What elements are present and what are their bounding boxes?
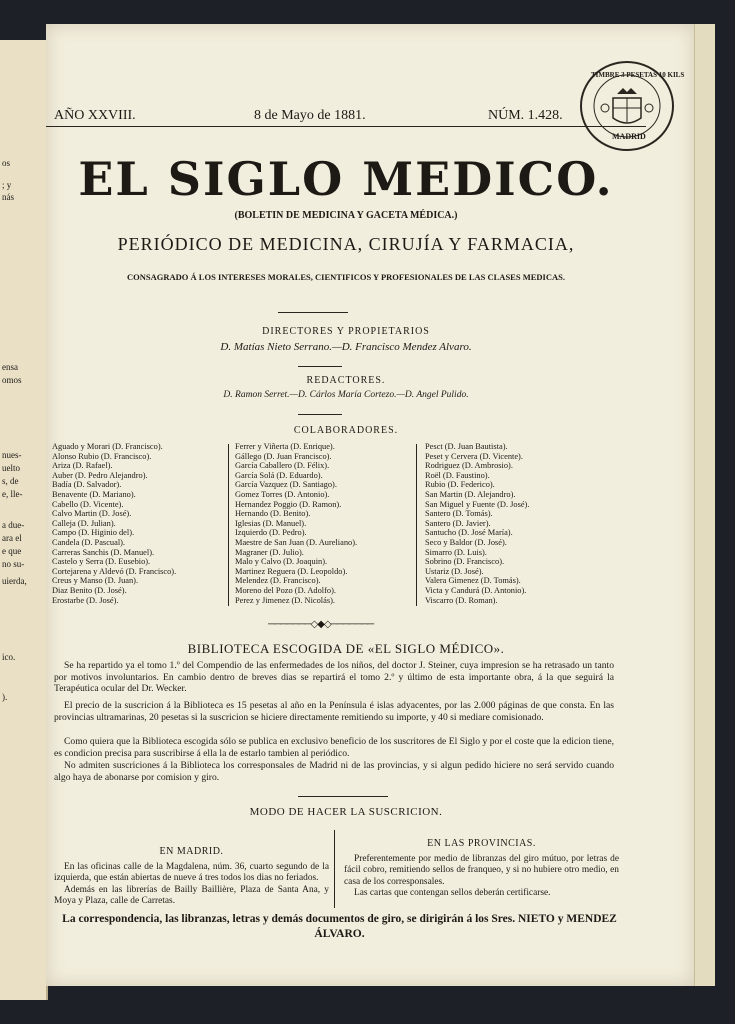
- collaborator: Badía (D. Salvador).: [52, 480, 122, 490]
- directors-names: D. Matías Nieto Serrano.—D. Francisco Mendez Alvaro.: [220, 341, 472, 353]
- collaborators-column-2: [235, 442, 357, 605]
- collaborator: Viscarro (D. Roman).: [425, 595, 498, 605]
- collaborator: Roël (D. Faustino).: [425, 470, 490, 480]
- issue-date: 8 de Mayo de 1881.: [254, 108, 366, 123]
- collaborator: Calvo Martin (D. José).: [52, 509, 132, 519]
- collaborator: Perez y Jimenez (D. Nicolás).: [235, 595, 335, 605]
- collaborator: Erostarbe (D. José).: [52, 595, 119, 605]
- left-fragment: ; y: [2, 180, 12, 190]
- dedication-line: CONSAGRADO Á LOS INTERESES MORALES, CIENTIFICOS Y PROFESIONALES DE LAS CLASES MEDICAS.: [127, 272, 565, 282]
- collaborator: Martinez Reguera (D. Leopoldo).: [235, 566, 348, 576]
- editors-heading: REDACTORES.: [306, 375, 386, 386]
- collaborator: García Solá (D. Eduardo).: [235, 470, 323, 480]
- left-fragment: nues-: [2, 450, 22, 460]
- collaborator: Pesct (D. Juan Bautista).: [425, 442, 508, 451]
- left-fragment: ).: [2, 692, 8, 702]
- left-fragment: os: [2, 158, 11, 168]
- collaborator: San Miguel y Fuente (D. José).: [425, 499, 530, 509]
- collaborator: Maestre de San Juan (D. Aureliano).: [235, 537, 358, 547]
- collaborator: Benavente (D. Mariano).: [52, 489, 136, 499]
- madrid-heading: EN MADRID.: [159, 846, 224, 857]
- left-fragment: ensa: [2, 362, 18, 372]
- collaborator: Santero (D. Tomás).: [425, 509, 493, 519]
- left-fragment: a due-: [2, 520, 25, 530]
- collaborators-column-1: [52, 442, 176, 605]
- collaborator: Gállego (D. Juan Francisco).: [235, 451, 332, 461]
- madrid-paragraph: Además en las librerías de Bailly Baillière, Plaza de Santa Ana, y Moya y Plaza, calle de Carretas.: [54, 884, 329, 907]
- collaborator: Alonso Rubio (D. Francisco).: [52, 451, 152, 461]
- collaborator: Ferrer y Viñerta (D. Enrique).: [235, 442, 335, 451]
- divider: [298, 414, 342, 415]
- collaborators-heading: COLABORADORES.: [293, 425, 399, 436]
- collaborator: Valera Gimenez (D. Tomás).: [425, 576, 521, 586]
- collaborator: Victa y Candurá (D. Antonio).: [425, 585, 527, 595]
- newspaper-page: [46, 24, 694, 986]
- left-fragment: uelto: [2, 463, 20, 473]
- madrid-column: [54, 846, 329, 908]
- collaborator: Candela (D. Pascual).: [52, 537, 126, 547]
- collaborator: García Vazquez (D. Santiago).: [235, 480, 337, 490]
- collaborator: Campo (D. Higinio del).: [52, 528, 135, 538]
- collaborator: Sobrino (D. Francisco).: [425, 557, 505, 567]
- editors-names: D. Ramon Serret.—D. Cárlos María Cortezo.—D. Angel Pulido.: [223, 390, 469, 400]
- left-facing-page: [0, 40, 48, 1000]
- provinces-paragraph: Preferentemente por medio de libranzas del giro mútuo, por letras de fácil cobro, remitiendo sellos de franqueo, y si no hubiere otro medio, en casa de los corresponsales.: [344, 853, 619, 887]
- collaborator: Ustariz (D. José).: [425, 566, 484, 576]
- collaborator: Auber (D. Pedro Alejandro).: [52, 470, 148, 480]
- collaborator: Aguado y Morari (D. Francisco).: [52, 442, 163, 451]
- collaborator: Castelo y Serra (D. Eusebio).: [52, 557, 151, 567]
- left-fragment: no su-: [2, 559, 25, 569]
- collaborator: Santucho (D. José María).: [425, 528, 513, 538]
- left-fragment: e, lle-: [2, 489, 23, 499]
- year-label: AÑO XXVIII.: [54, 108, 136, 123]
- ornamental-divider: ───────◇◆◇───────: [268, 619, 374, 630]
- biblioteca-paragraph: Como quiera que la Biblioteca escogida sólo se publica en exclusivo beneficio de los suscritores de El Siglo y por el coste que la edicion tiene, es condicion precisa para suscribirse á ella la de estarlo tambien al periódico.: [54, 736, 614, 759]
- periodical-description: PERIÓDICO DE MEDICINA, CIRUJÍA Y FARMACIA,: [117, 234, 575, 254]
- biblioteca-title: BIBLIOTECA ESCOGIDA DE «EL SIGLO MÉDICO».: [187, 641, 505, 656]
- left-fragment: ara el: [2, 533, 22, 543]
- collaborator: Iglesias (D. Manuel).: [235, 518, 307, 528]
- collaborator: Izquierdo (D. Pedro).: [235, 528, 307, 538]
- collaborator: Diaz Benito (D. José).: [52, 585, 127, 595]
- collaborator: Malo y Calvo (D. Joaquin).: [235, 557, 328, 567]
- divider: [298, 796, 388, 797]
- collaborator: Magraner (D. Julio).: [235, 547, 304, 557]
- directors-heading: DIRECTORES Y PROPIETARIOS: [262, 326, 430, 337]
- collaborator: Cortejarena y Aldevó (D. Francisco).: [52, 566, 177, 576]
- provinces-column: [344, 838, 619, 900]
- divider: [278, 312, 348, 313]
- provinces-heading: EN LAS PROVINCIAS.: [427, 838, 536, 849]
- page-edge: [694, 24, 715, 986]
- collaborator: Rodriguez (D. Ambrosio).: [425, 461, 513, 471]
- collaborators-column-3: [425, 442, 529, 605]
- collaborator: Santero (D. Javier).: [425, 518, 491, 528]
- collaborator: Hernandez Poggio (D. Ramon).: [235, 499, 342, 509]
- newspaper-subtitle: (BOLETIN DE MEDICINA Y GACETA MÉDICA.): [234, 210, 458, 221]
- collaborator: Cabello (D. Vicente).: [52, 499, 124, 509]
- left-fragment: s, de: [2, 476, 19, 486]
- masthead-rule: [46, 126, 646, 127]
- column-rule: [334, 830, 335, 908]
- collaborator: Hernando (D. Benito).: [235, 509, 311, 519]
- newspaper-title: EL SIGLO MEDICO.: [78, 152, 614, 206]
- provinces-paragraph: Las cartas que contengan sellos deberán certificarse.: [354, 888, 551, 899]
- biblioteca-paragraph: No admiten suscriciones á la Biblioteca los corresponsales de Madrid ni de las provincias, y si algun pedido hiciere no será servido cuando algo haya de abonarse por comision y giro.: [54, 760, 614, 783]
- collaborator: Seco y Baldor (D. José).: [425, 537, 507, 547]
- collaborator: Creus y Manso (D. Juan).: [52, 576, 139, 586]
- subscription-heading: MODO DE HACER LA SUSCRICION.: [249, 806, 443, 818]
- left-fragment: omos: [2, 375, 22, 385]
- biblioteca-paragraph: El precio de la suscricion á la Biblioteca es 15 pesetas al año en la Península é islas adyacentes, por las 2.000 páginas de que consta. En las provincias ultramarinas, 20 pesetas si la suscricion se hiciere directamente remitiendo su importe, y 40 si mediare comisionado.: [54, 700, 614, 723]
- collaborator: Gomez Torres (D. Antonio).: [235, 489, 330, 499]
- stamp-text: TIMBRE 3 PESETAS 10 KILS: [591, 71, 685, 79]
- column-rule: [228, 444, 229, 606]
- left-fragment: uierda,: [2, 576, 27, 586]
- left-fragment: e que: [2, 546, 22, 556]
- collaborator: Carreras Sanchis (D. Manuel).: [52, 547, 155, 557]
- issue-number: NÚM. 1.428.: [488, 108, 563, 123]
- collaborator: Calleja (D. Julian).: [52, 518, 116, 528]
- stamp-city: MADRID: [612, 132, 646, 141]
- correspondence-notice: La correspondencia, las libranzas, letras y demás documentos de giro, se dirigirán á los Sres. NIETO y MENDEZ ÁLVARO.: [62, 913, 617, 940]
- madrid-paragraph: En las oficinas calle de la Magdalena, núm. 36, cuarto segundo de la izquierda, que están abiertas de nueve á tres todos los dias no feriados.: [54, 861, 329, 884]
- column-rule: [416, 444, 417, 606]
- collaborator: García Caballero (D. Félix).: [235, 461, 330, 471]
- biblioteca-paragraph: Se ha repartido ya el tomo 1.º del Compendio de las enfermedades de los niños, del doctor J. Steiner, cuya impresion se ha retrasado un tanto por motivos involuntarios. En cambio dentro de breves dias se repartirá el tomo 2.º y último de esta importante obra, á la que seguirá la Terapéutica ocular del Dr. Wecker.: [54, 660, 614, 695]
- collaborator: San Martin (D. Alejandro).: [425, 489, 516, 499]
- collaborator: Peset y Cervera (D. Vicente).: [425, 451, 523, 461]
- collaborator: Ariza (D. Rafael).: [52, 461, 113, 471]
- collaborator: Melendez (D. Francisco).: [235, 576, 321, 586]
- divider: [298, 366, 342, 367]
- collaborator: Simarro (D. Luis).: [425, 547, 487, 557]
- collaborator: Moreno del Pozo (D. Adolfo).: [235, 585, 336, 595]
- left-fragment: ico.: [2, 652, 16, 662]
- left-fragment: nás: [2, 192, 14, 202]
- collaborator: Rubio (D. Federico).: [425, 480, 495, 490]
